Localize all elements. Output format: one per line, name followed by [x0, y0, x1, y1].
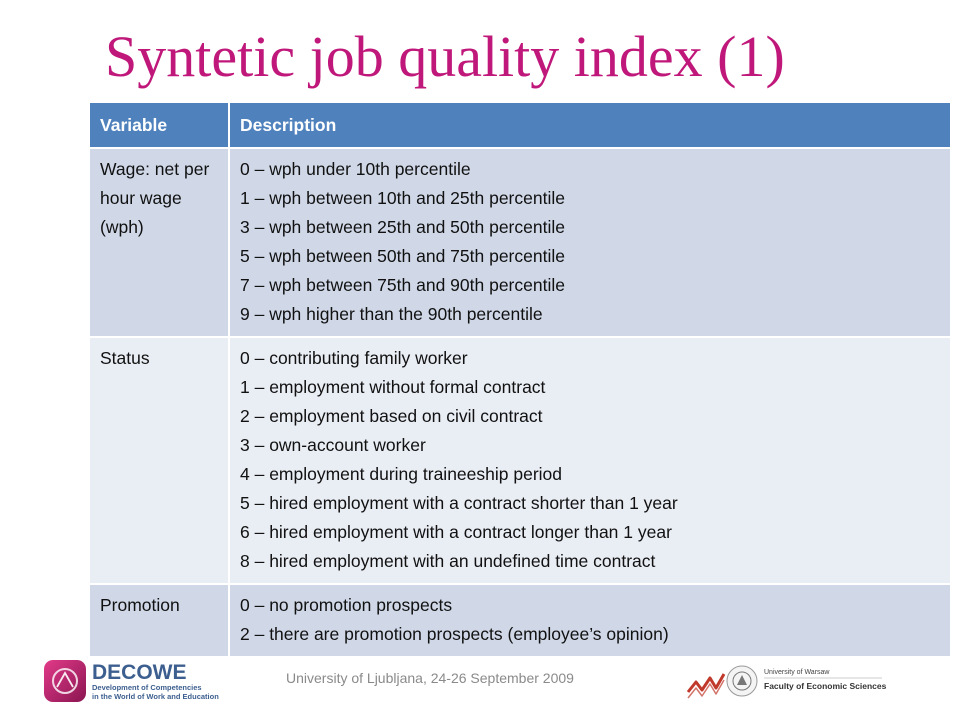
description-line: 0 – contributing family worker [240, 348, 468, 368]
slide-title: Syntetic job quality index (1) [105, 24, 785, 89]
header-description: Description [229, 103, 951, 148]
decowe-logo [42, 656, 252, 706]
variable-cell: Promotion [90, 584, 229, 656]
table-row [90, 148, 951, 337]
description-line: 1 – employment without formal contract [240, 377, 546, 397]
description-line: 8 – hired employment with an undefined time contract [240, 551, 656, 571]
variable-cell: Status [90, 337, 229, 584]
description-line: 0 – no promotion prospects [240, 595, 453, 615]
description-line: 3 – wph between 25th and 50th percentile [240, 217, 565, 237]
table-row [90, 337, 951, 584]
decowe-emblem-icon [44, 660, 86, 702]
job-quality-table [90, 103, 952, 656]
decowe-name: DECOWE [92, 661, 187, 684]
header-variable: Variable [90, 103, 229, 148]
description-line: 0 – wph under 10th percentile [240, 159, 471, 179]
description-cell [229, 584, 951, 656]
description-cell [229, 337, 951, 584]
description-line: 1 – wph between 10th and 25th percentile [240, 188, 565, 208]
description-line: 7 – wph between 75th and 90th percentile [240, 275, 565, 295]
description-line: 2 – there are promotion prospects (employee’s opinion) [240, 624, 669, 644]
table-header-row [90, 103, 951, 148]
slide-footer: University of Ljubljana, 24-26 September 2009 [286, 670, 574, 686]
faculty-name: Faculty of Economic Sciences [764, 681, 886, 691]
table-row [90, 584, 951, 656]
description-line: 4 – employment during traineeship period [240, 464, 562, 484]
decowe-tagline: in the World of Work and Education [92, 692, 219, 701]
variable-cell: Wage: net per hour wage (wph) [90, 148, 229, 337]
description-line: 3 – own-account worker [240, 435, 426, 455]
description-line: 6 – hired employment with a contract longer than 1 year [240, 522, 672, 542]
university-logo [686, 660, 886, 702]
description-line: 2 – employment based on civil contract [240, 406, 543, 426]
description-line: 5 – hired employment with a contract shorter than 1 year [240, 493, 678, 513]
decowe-tagline: Development of Competencies [92, 683, 202, 692]
description-line: 9 – wph higher than the 90th percentile [240, 304, 543, 324]
description-cell [229, 148, 951, 337]
description-line: 5 – wph between 50th and 75th percentile [240, 246, 565, 266]
university-name: University of Warsaw [764, 669, 830, 676]
